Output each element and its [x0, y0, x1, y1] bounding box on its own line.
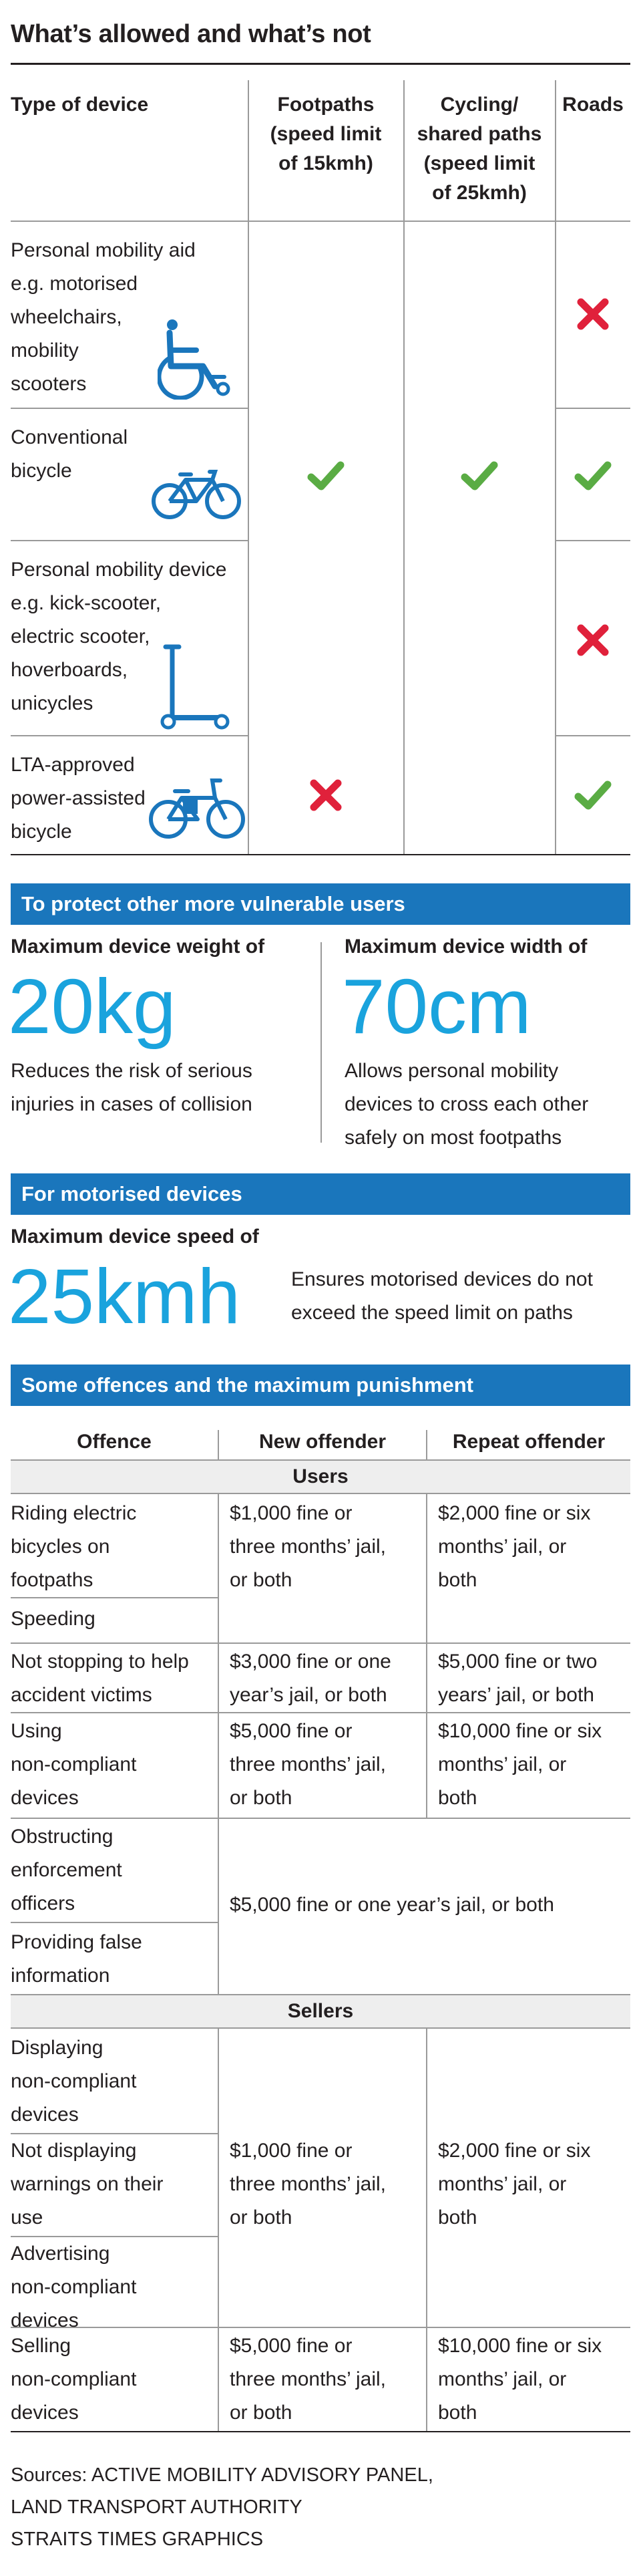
subhead-users: Users	[11, 1459, 630, 1494]
row-divider	[11, 1712, 630, 1713]
check-icon	[573, 456, 613, 496]
cell-line: months’ jail, or	[438, 2173, 567, 2195]
col-divider	[426, 1494, 427, 1818]
cell-line: Advertising	[11, 2243, 110, 2265]
cross-icon	[573, 294, 613, 334]
source-line: STRAITS TIMES GRAPHICS	[11, 2529, 264, 2550]
width-value: 70cm	[342, 963, 531, 1050]
device-label-line: bicycle	[11, 821, 72, 843]
penalty-repeat-selling	[438, 2329, 602, 2430]
cell-line: months’ jail, or	[438, 1536, 567, 1558]
cell-line: officers	[11, 1892, 75, 1914]
banner-vulnerable: To protect other more vulnerable users	[11, 883, 630, 925]
col-divider	[403, 80, 405, 855]
width-desc	[345, 1054, 588, 1155]
wheelchair-icon	[158, 319, 238, 400]
cell-line: three months’ jail,	[230, 2173, 386, 2195]
row-divider	[556, 408, 630, 409]
header-cycling-line: of 25kmh)	[432, 182, 527, 204]
cell-line: three months’ jail,	[230, 2368, 386, 2390]
cell-line: use	[11, 2206, 43, 2229]
row-divider	[556, 735, 630, 736]
device-label-line: unicycles	[11, 692, 93, 714]
row-divider	[11, 1597, 218, 1598]
source-line: LAND TRANSPORT AUTHORITY	[11, 2496, 302, 2518]
cell-line: or both	[230, 2206, 292, 2229]
penalty-repeat-riding-speeding	[438, 1497, 590, 1597]
cell-line: $10,000 fine or six	[438, 1720, 602, 1742]
offence-selling	[11, 2329, 136, 2430]
header-cycling-line: Cycling/	[440, 94, 519, 116]
row-divider	[11, 408, 248, 409]
cell-line: Selling	[11, 2335, 71, 2357]
offence-not-displaying	[11, 2134, 163, 2235]
cell-line: years’ jail, or both	[438, 1684, 594, 1706]
cell-line: Displaying	[11, 2037, 103, 2059]
weight-desc	[11, 1054, 252, 1121]
device-label-line: Personal mobility aid	[11, 239, 196, 261]
cross-icon	[573, 620, 613, 660]
cell-line: months’ jail, or	[438, 2368, 567, 2390]
col-divider	[426, 1430, 427, 1459]
speed-label: Maximum device speed of	[11, 1226, 259, 1248]
device-label-line: Conventional	[11, 426, 128, 448]
width-desc-line: devices to cross each other	[345, 1093, 589, 1115]
device-label-line: e.g. kick-scooter,	[11, 592, 162, 614]
header-cycling-line: (speed limit	[423, 152, 536, 174]
offence-false-info	[11, 1926, 142, 1993]
offence-using	[11, 1715, 136, 1815]
penalty-new-not-stopping	[230, 1645, 391, 1712]
cell-line: three months’ jail,	[230, 1536, 386, 1558]
device-label-line: wheelchairs,	[11, 306, 122, 328]
cell-line: devices	[11, 2309, 79, 2331]
device-label-line: Personal mobility device	[11, 559, 227, 581]
metric-divider	[320, 942, 322, 1143]
cell-line: year’s jail, or both	[230, 1684, 387, 1706]
header-cycling-line: shared paths	[417, 123, 542, 145]
cell-line: $1,000 fine or	[230, 1502, 353, 1524]
device-label-line: electric scooter,	[11, 625, 150, 648]
sources	[11, 2459, 433, 2555]
cell-line: Obstructing	[11, 1826, 114, 1848]
table-bottom-rule	[11, 2431, 630, 2432]
bicycle-icon	[151, 468, 242, 521]
cell-line: warnings on their	[11, 2173, 164, 2195]
penalty-new-selling	[230, 2329, 386, 2430]
cell-line: Providing false	[11, 1931, 142, 1953]
cell-line: Riding electric	[11, 1502, 137, 1524]
row-divider	[11, 1642, 630, 1644]
penalty-new-riding-speeding	[230, 1497, 386, 1597]
device-label-bicycle	[11, 421, 128, 488]
cell-line: or both	[230, 1787, 292, 1809]
device-label-line: e.g. motorised	[11, 273, 138, 295]
col-divider	[218, 1494, 219, 1994]
col-divider	[426, 2029, 427, 2432]
cell-line: both	[438, 2206, 477, 2229]
col-divider	[248, 80, 249, 855]
device-label-line: mobility	[11, 339, 79, 362]
cell-line: non-compliant	[11, 1753, 137, 1775]
row-divider	[556, 540, 630, 541]
header-device: Type of device	[11, 94, 149, 116]
header-footpaths	[248, 90, 403, 178]
check-icon	[459, 456, 499, 496]
source-line: Sources: ACTIVE MOBILITY ADVISORY PANEL,	[11, 2464, 433, 2486]
cell-line: three months’ jail,	[230, 1753, 386, 1775]
cell-line: $2,000 fine or six	[438, 1502, 591, 1524]
cell-line: months’ jail, or	[438, 1753, 567, 1775]
cross-icon	[306, 775, 346, 815]
cell-line: $5,000 fine or two	[438, 1651, 598, 1673]
cell-line: Using	[11, 1720, 62, 1742]
power-assisted-bicycle-icon	[148, 775, 246, 842]
cell-line: or both	[230, 1569, 292, 1591]
cell-line: $3,000 fine or one	[230, 1651, 391, 1673]
row-divider	[11, 221, 630, 222]
width-desc-line: Allows personal mobility	[345, 1060, 559, 1082]
device-label-line: LTA-approved	[11, 754, 135, 776]
row-divider	[11, 735, 248, 736]
subhead-sellers: Sellers	[11, 1994, 630, 2029]
header-footpaths-line: Footpaths	[277, 94, 375, 116]
device-label-line: bicycle	[11, 460, 72, 482]
penalty-repeat-not-stopping	[438, 1645, 598, 1712]
title-rule	[11, 63, 630, 65]
cell-line: non-compliant	[11, 2368, 137, 2390]
cell-line: $1,000 fine or	[230, 2140, 353, 2162]
header-footpaths-line: of 15kmh)	[278, 152, 373, 174]
speed-value: 25kmh	[8, 1253, 241, 1340]
cell-line: footpaths	[11, 1569, 93, 1591]
penalty-obstructing-false-info: $5,000 fine or one year’s jail, or both	[230, 1894, 554, 1916]
cell-line: non-compliant	[11, 2070, 137, 2092]
banner-motorised: For motorised devices	[11, 1173, 630, 1215]
penalty-new-using	[230, 1715, 386, 1815]
cell-line: accident victims	[11, 1684, 152, 1706]
offence-displaying	[11, 2031, 136, 2132]
cell-line: bicycles on	[11, 1536, 110, 1558]
cell-line: enforcement	[11, 1859, 122, 1881]
weight-label: Maximum device weight of	[11, 936, 265, 958]
weight-desc-line: Reduces the risk of serious	[11, 1060, 252, 1082]
check-icon	[306, 456, 346, 496]
offence-advertising	[11, 2237, 136, 2337]
cell-line: $5,000 fine or	[230, 2335, 353, 2357]
banner-offences: Some offences and the maximum punishment	[11, 1365, 630, 1406]
offence-not-stopping	[11, 1645, 189, 1712]
cell-line: information	[11, 1965, 110, 1987]
cell-line: non-compliant	[11, 2276, 137, 2298]
offence-speeding: Speeding	[11, 1608, 95, 1630]
width-label: Maximum device width of	[345, 936, 588, 958]
speed-desc-line: Ensures motorised devices do not	[291, 1268, 593, 1290]
cell-line: devices	[11, 1787, 79, 1809]
device-label-line: power-assisted	[11, 787, 146, 809]
header-roads: Roads	[562, 94, 624, 116]
kick-scooter-icon	[158, 643, 231, 730]
cell-line: both	[438, 1569, 477, 1591]
col-divider	[555, 80, 556, 855]
cell-line: $10,000 fine or six	[438, 2335, 602, 2357]
header-offence: Offence	[77, 1431, 152, 1453]
table-bottom-rule	[11, 854, 630, 855]
check-icon	[573, 775, 613, 815]
header-cycling	[404, 90, 555, 208]
device-label-power-assisted	[11, 748, 146, 849]
col-divider	[218, 1430, 219, 1459]
weight-desc-line: injuries in cases of collision	[11, 1093, 252, 1115]
cell-line: Not displaying	[11, 2140, 137, 2162]
speed-desc	[291, 1263, 593, 1330]
page-title: What’s allowed and what’s not	[11, 20, 371, 48]
cell-line: devices	[11, 2402, 79, 2424]
width-desc-line: safely on most footpaths	[345, 1127, 562, 1149]
cell-line: devices	[11, 2104, 79, 2126]
cell-line: $5,000 fine or	[230, 1720, 353, 1742]
weight-value: 20kg	[8, 963, 176, 1050]
cell-line: or both	[230, 2402, 292, 2424]
row-divider	[11, 1818, 630, 1819]
speed-desc-line: exceed the speed limit on paths	[291, 1302, 573, 1324]
cell-line: both	[438, 1787, 477, 1809]
penalty-repeat-seller-group	[438, 2134, 590, 2235]
row-divider	[11, 1922, 218, 1923]
col-divider	[218, 2029, 219, 2432]
header-footpaths-line: (speed limit	[270, 123, 382, 145]
header-new-offender: New offender	[258, 1431, 387, 1453]
penalty-repeat-using	[438, 1715, 602, 1815]
cell-line: Not stopping to help	[11, 1651, 189, 1673]
cell-line: $2,000 fine or six	[438, 2140, 591, 2162]
penalty-new-seller-group	[230, 2134, 386, 2235]
offence-obstructing	[11, 1820, 122, 1920]
row-divider	[11, 540, 248, 541]
device-label-line: scooters	[11, 373, 87, 395]
device-label-line: hoverboards,	[11, 659, 128, 681]
offence-riding	[11, 1497, 136, 1597]
header-repeat-offender: Repeat offender	[452, 1431, 606, 1453]
cell-line: both	[438, 2402, 477, 2424]
